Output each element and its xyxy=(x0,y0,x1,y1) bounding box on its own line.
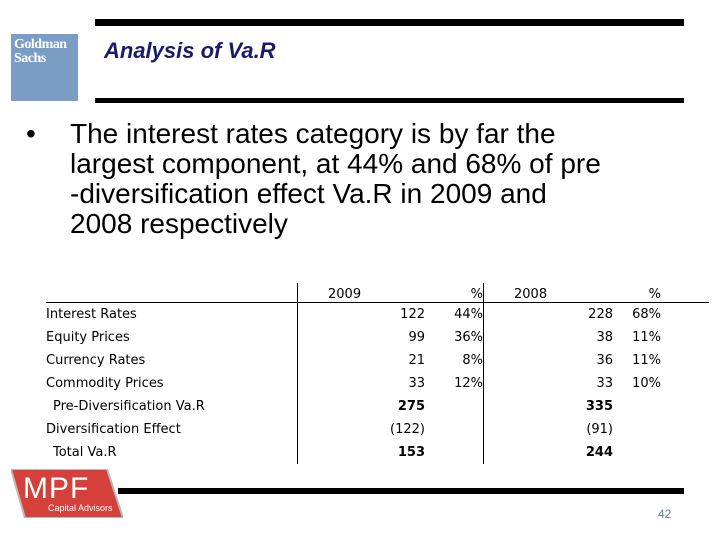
slide-title: Analysis of Va.R xyxy=(104,38,276,63)
mpf-logo-subtext: Capital Advisors xyxy=(48,503,113,513)
percent-2009 xyxy=(425,441,484,464)
table-header-row xyxy=(46,283,709,303)
percent-2009 xyxy=(425,395,484,418)
value-2009: 275 xyxy=(298,395,426,418)
header-percent-2009: % xyxy=(470,287,483,302)
value-2008: 335 xyxy=(484,395,614,418)
value-2009: 99 xyxy=(298,326,426,349)
percent-2009: 36% xyxy=(454,330,483,345)
row-label: Diversification Effect xyxy=(46,422,181,437)
page-number: 42 xyxy=(658,507,672,521)
header-2008: 2008 xyxy=(484,283,614,303)
value-2009: 33 xyxy=(298,372,426,395)
percent-2009: 12% xyxy=(454,376,483,391)
percent-2008: 11% xyxy=(632,330,661,345)
bullet-line: The interest rates category is by far the xyxy=(70,118,556,149)
value-2009: (122) xyxy=(298,418,426,441)
table-row xyxy=(46,441,709,464)
value-2008: 33 xyxy=(484,372,614,395)
table-row xyxy=(46,395,709,418)
percent-2009: 44% xyxy=(454,307,483,322)
mpf-logo-text: MPF xyxy=(23,472,90,505)
row-label: Equity Prices xyxy=(46,330,130,345)
table-row xyxy=(46,303,709,327)
title-underline-rule xyxy=(95,98,684,103)
bullet-line: 2008 respectively xyxy=(70,208,288,239)
percent-2008 xyxy=(613,441,661,464)
row-label: Currency Rates xyxy=(46,353,146,368)
percent-2009 xyxy=(425,418,484,441)
value-2008: 36 xyxy=(484,349,614,372)
value-2008: 38 xyxy=(484,326,614,349)
table-row xyxy=(46,372,709,395)
bottom-rule xyxy=(118,488,684,494)
header-label-cell xyxy=(46,283,298,303)
row-label: Pre-Diversification Va.R xyxy=(53,399,205,414)
value-2008: 228 xyxy=(484,303,614,327)
row-label: Commodity Prices xyxy=(46,376,164,391)
bullet-line: largest component, at 44% and 68% of pre xyxy=(70,148,601,179)
bullet-text xyxy=(70,119,710,239)
logo-line-2: Sachs xyxy=(14,51,46,66)
table-row xyxy=(46,326,709,349)
row-label: Interest Rates xyxy=(46,307,137,322)
value-2009: 21 xyxy=(298,349,426,372)
var-table xyxy=(46,283,709,464)
value-2009: 153 xyxy=(298,441,426,464)
goldman-sachs-logo xyxy=(11,34,78,101)
top-rule xyxy=(95,19,684,26)
value-2009: 122 xyxy=(298,303,426,327)
header-2009: 2009 xyxy=(298,283,426,303)
percent-2008: 68% xyxy=(632,307,661,322)
percent-2009: 8% xyxy=(462,353,483,368)
logo-line-1: Goldman xyxy=(14,37,67,52)
percent-2008 xyxy=(613,395,661,418)
table-row xyxy=(46,349,709,372)
percent-2008 xyxy=(613,418,661,441)
header-percent-2008: % xyxy=(648,287,661,302)
value-2008: 244 xyxy=(484,441,614,464)
percent-2008: 11% xyxy=(632,353,661,368)
row-label: Total Va.R xyxy=(53,445,117,460)
value-2008: (91) xyxy=(484,418,614,441)
bullet-line: -diversification effect Va.R in 2009 and xyxy=(70,178,547,209)
percent-2008: 10% xyxy=(632,376,661,391)
table-row xyxy=(46,418,709,441)
bullet-icon: • xyxy=(26,118,36,149)
